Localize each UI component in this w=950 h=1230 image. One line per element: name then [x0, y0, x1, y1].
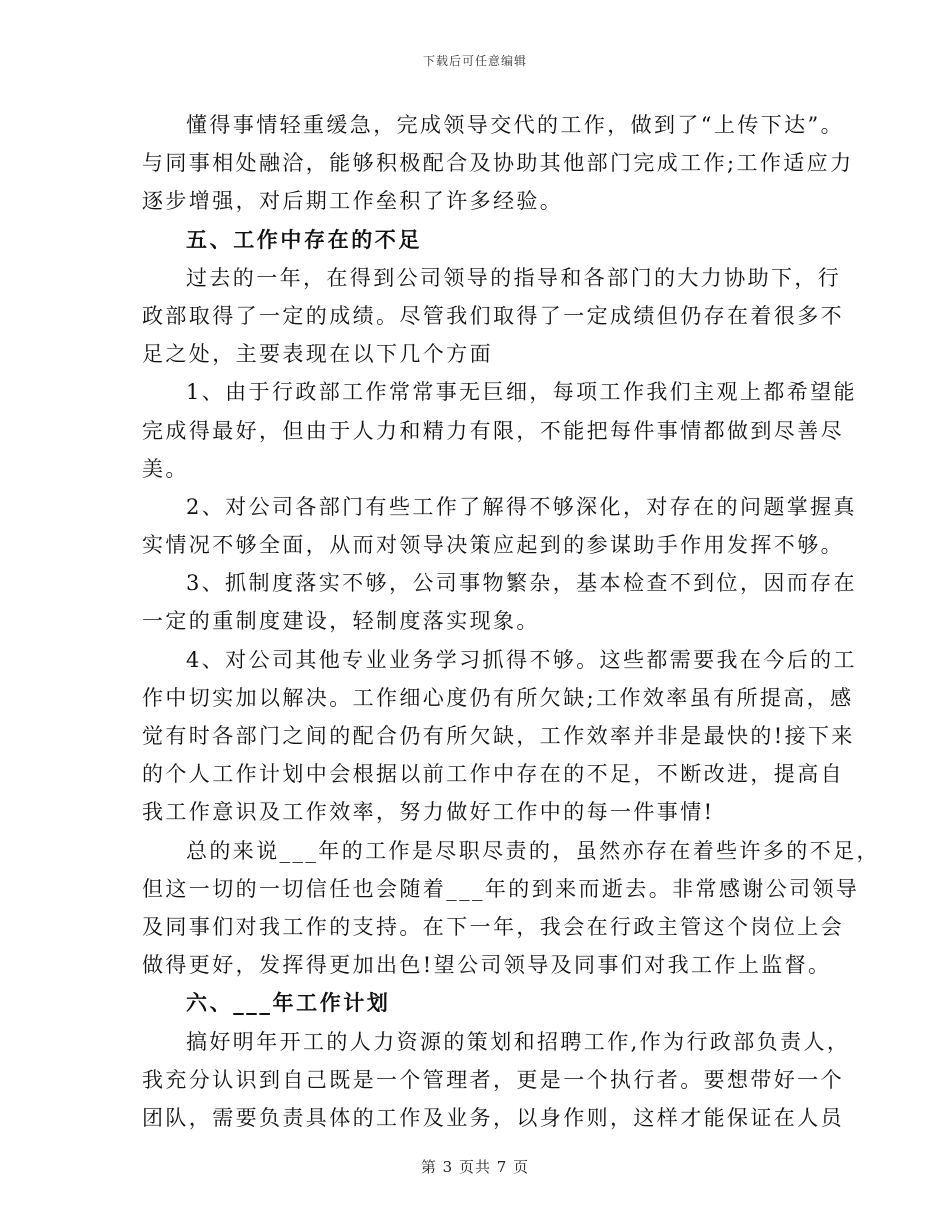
text-line: 及同事们对我工作的支持。在下一年，我会在行政主管这个岗位上会 — [142, 914, 844, 939]
header-note: 下载后可任意编辑 — [422, 54, 527, 68]
text-line: 1、由于行政部工作常常事无巨细，每项工作我们主观上都希望能 — [186, 380, 857, 405]
text-line: 完成得最好，但由于人力和精力有限，不能把每件事情都做到尽善尽 — [142, 418, 844, 443]
page-footer: 第 3 页共 7 页 — [420, 1158, 530, 1176]
text-line: 一定的重制度建设，轻制度落实现象。 — [142, 609, 540, 634]
text-line: 懂得事情轻重缓急，完成领导交代的工作，做到了“上传下达”。 — [186, 113, 845, 137]
text-line: 搞好明年开工的人力资源的策划和招聘工作,作为行政部负责人， — [186, 1029, 851, 1054]
text-line: 政部取得了一定的成绩。尽管我们取得了一定成绩但仍存在着很多不 — [142, 303, 844, 328]
section-heading-6: 六、___年工作计划 — [186, 991, 391, 1016]
text-line: 足之处，主要表现在以下几个方面 — [142, 342, 493, 367]
text-line: 2、对公司各部门有些工作了解得不够深化，对存在的问题掌握真 — [186, 494, 857, 519]
text-line: 我充分认识到自己既是一个管理者，更是一个执行者。要想带好一个 — [142, 1067, 844, 1092]
text-line: 逐步增强，对后期工作垒积了许多经验。 — [142, 189, 564, 214]
text-line: 实情况不够全面，从而对领导决策应起到的参谋助手作用发挥不够。 — [142, 533, 844, 558]
text-line: 4、对公司其他专业业务学习抓得不够。这些都需要我在今后的工 — [186, 647, 857, 672]
text-line: 作中切实加以解决。工作细心度仍有所欠缺;工作效率虽有所提高，感 — [142, 685, 854, 710]
text-line: 3、抓制度落实不够，公司事物繁杂，基本检查不到位，因而存在 — [186, 571, 857, 596]
text-line: 我工作意识及工作效率，努力做好工作中的每一件事情! — [142, 800, 715, 825]
text-line: 与同事相处融洽，能够积极配合及协助其他部门完成工作;工作适应力 — [142, 151, 854, 176]
document-body — [142, 106, 880, 1137]
text-line: 总的来说___年的工作是尽职尽责的，虽然亦存在着些许多的不足， — [186, 838, 880, 863]
text-line: 但这一切的一切信任也会随着___年的到来而逝去。非常感谢公司领导 — [142, 876, 860, 901]
section-heading-5: 五、工作中存在的不足 — [186, 227, 422, 252]
text-line: 过去的一年，在得到公司领导的指导和各部门的大力协助下，行 — [186, 265, 842, 290]
text-line: 做得更好，发挥得更加出色!望公司领导及同事们对我工作上监督。 — [142, 953, 832, 978]
text-line: 觉有时各部门之间的配合仍有所欠缺，工作效率并非是最快的!接下来 — [142, 724, 855, 748]
text-line: 美。 — [142, 456, 189, 481]
text-line: 的个人工作计划中会根据以前工作中存在的不足，不断改进，提高自 — [142, 762, 844, 787]
text-line: 团队，需要负责具体的工作及业务，以身作则，这样才能保证在人员 — [142, 1105, 844, 1130]
